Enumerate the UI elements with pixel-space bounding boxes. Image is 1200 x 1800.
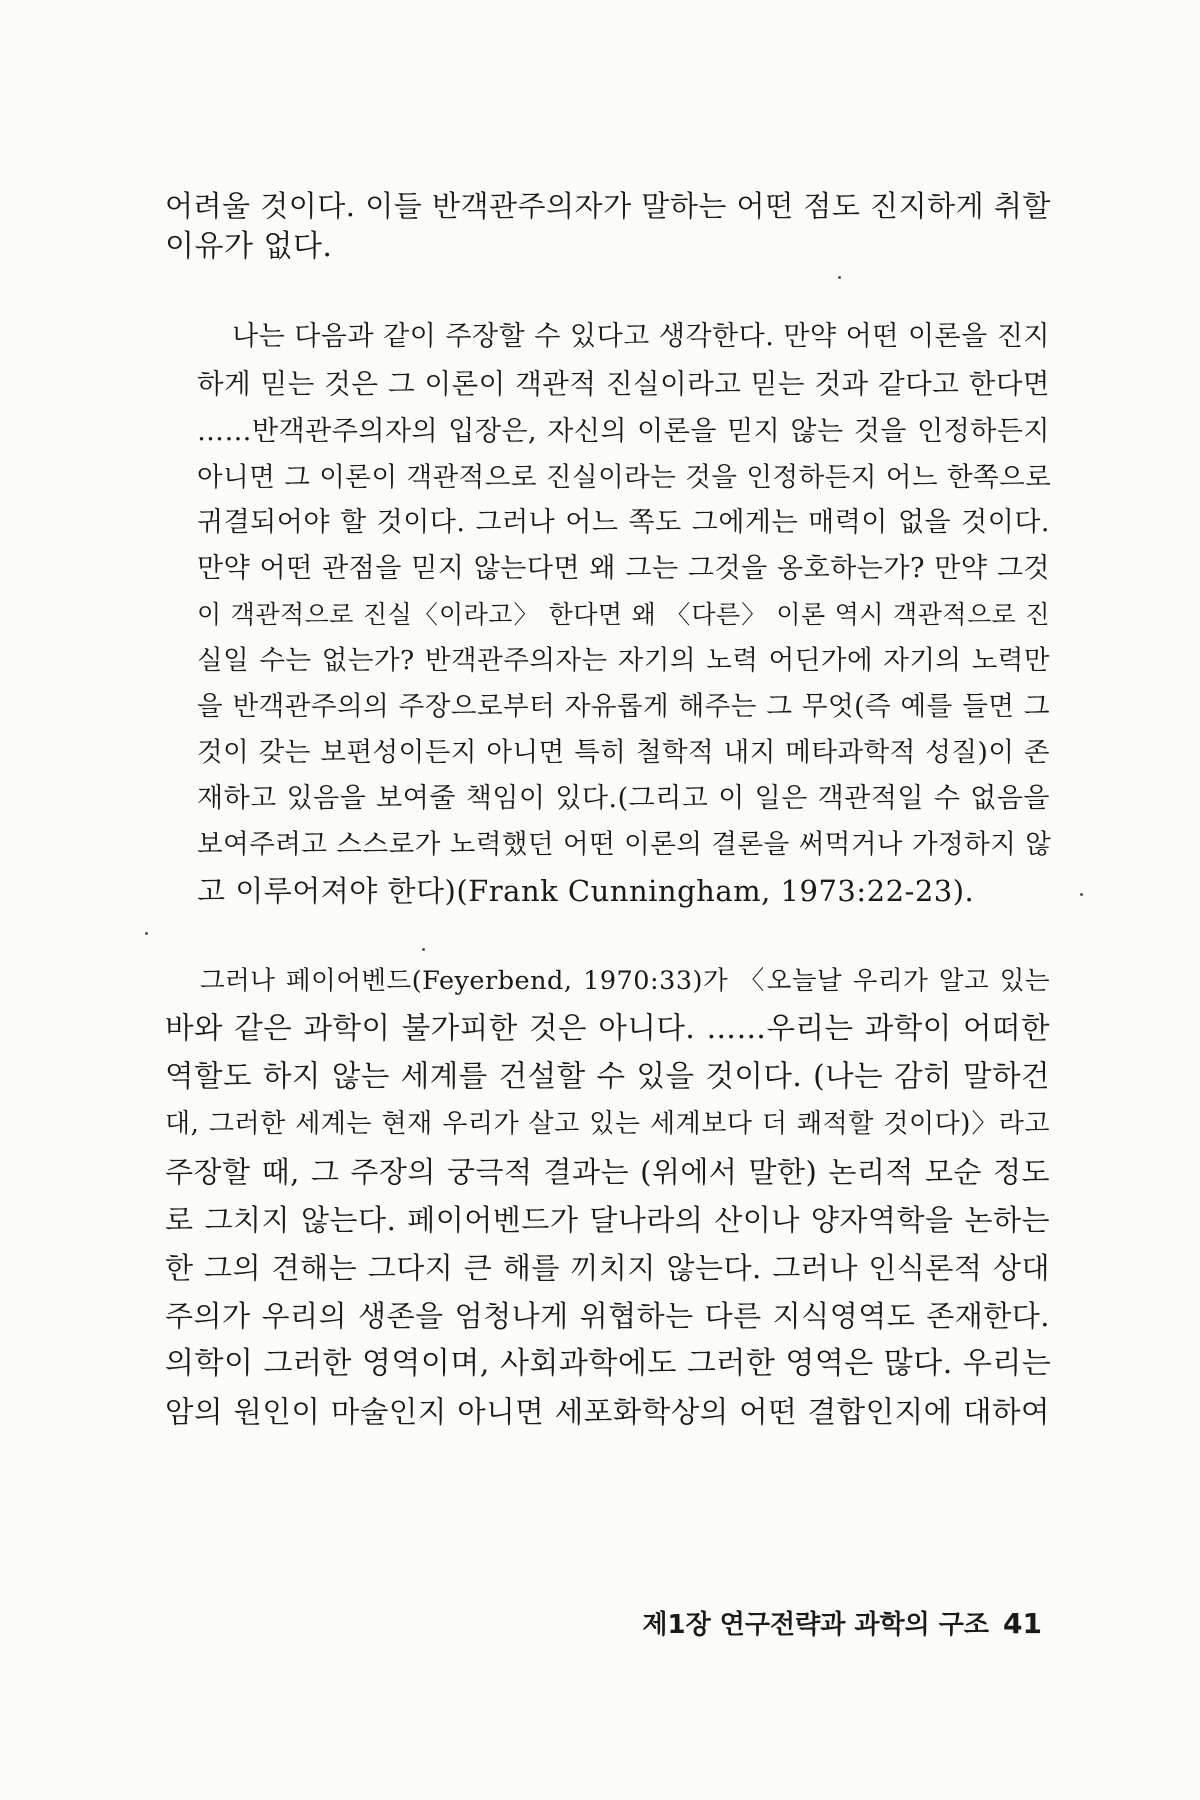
scan-speck <box>145 932 148 935</box>
chapter-title: 제1장 연구전략과 과학의 구조 <box>642 1610 990 1640</box>
quote-line: 을 반객관주의의 주장으로부터 자유롭게 해주는 그 무엇(즉 예를 들면 그 <box>197 691 1050 722</box>
text-line: 이유가 없다. <box>165 229 333 264</box>
quote-line: 보여주려고 스스로가 노력했던 어떤 이론의 결론을 써먹거나 가정하지 않 <box>197 829 1052 860</box>
quote-line: 귀결되어야 할 것이다. 그러나 어느 쪽도 그에게는 매력이 없을 것이다. <box>197 507 1050 538</box>
text-line: 역할도 하지 않는 세계를 건설할 수 있을 것이다. (나는 감히 말하건 <box>165 1059 1050 1093</box>
quote-line: 만약 어떤 관점을 믿지 않는다면 왜 그는 그것을 옹호하는가? 만약 그것 <box>197 553 1050 584</box>
quote-line: 하게 믿는 것은 그 이론이 객관적 진실이라고 믿는 것과 같다고 한다면 <box>197 368 1050 400</box>
text-line: 암의 원인이 마술인지 아니면 세포화학상의 어떤 결합인지에 대하여 <box>165 1395 1050 1429</box>
text-line: 로 그치지 않는다. 페이어벤드가 달나라의 산이나 양자역학을 논하는 <box>165 1203 1050 1237</box>
quote-line: 나는 다음과 같이 주장할 수 있다고 생각한다. 만약 어떤 이론을 진지 <box>232 321 1050 352</box>
scan-speck <box>422 948 425 951</box>
scan-speck <box>838 276 841 279</box>
text-line: 의학이 그러한 영역이며, 사회과학에도 그러한 영역은 많다. 우리는 <box>165 1346 1052 1381</box>
text-line: 그러나 페이어벤드(Feyerbend, 1970:33)가 〈오늘날 우리가 알고 있는 <box>200 966 1050 996</box>
text-line: 주의가 우리의 생존을 엄청나게 위협하는 다른 지식영역도 존재한다. <box>165 1299 1050 1333</box>
quote-line: 이 객관적으로 진실〈이라고〉 한다면 왜 〈다른〉 이론 역시 객관적으로 진 <box>197 600 1050 629</box>
running-footer <box>642 1607 1042 1642</box>
text-line: 대, 그러한 세계는 현재 우리가 살고 있는 세계보다 더 쾌적할 것이다)〉라고 <box>165 1109 1050 1139</box>
quote-line: 것이 갖는 보편성이든지 아니면 특히 철학적 내지 메타과학적 성질)이 존 <box>197 737 1050 768</box>
text-line: 주장할 때, 그 주장의 궁극적 결과는 (위에서 말한) 논리적 모순 정도 <box>165 1155 1050 1189</box>
quote-line: 아니면 그 이론이 객관적으로 진실이라는 것을 인정하든지 어느 한쪽으로 <box>197 462 1052 493</box>
text-line: 바와 같은 과학이 불가피한 것은 아니다. ……우리는 과학이 어떠한 <box>165 1011 1050 1045</box>
page-number: 41 <box>1003 1607 1042 1640</box>
quote-line: 재하고 있음을 보여줄 책임이 있다.(그리고 이 일은 객관적일 수 없음을 <box>197 783 1050 814</box>
quote-line: ……반객관주의자의 입장은, 자신의 이론을 믿지 않는 것을 인정하든지 <box>197 416 1050 447</box>
scan-speck <box>1080 893 1083 896</box>
quote-line: 고 이루어져야 한다)(Frank Cunningham, 1973:22-23). <box>197 874 975 908</box>
text-line: 어려울 것이다. 이들 반객관주의자가 말하는 어떤 점도 진지하게 취할 <box>165 189 1051 223</box>
quote-line: 실일 수는 없는가? 반객관주의자는 자기의 노력 어딘가에 자기의 노력만 <box>197 645 1050 676</box>
text-line: 한 그의 견해는 그다지 큰 해를 끼치지 않는다. 그러나 인식론적 상대 <box>165 1251 1050 1285</box>
